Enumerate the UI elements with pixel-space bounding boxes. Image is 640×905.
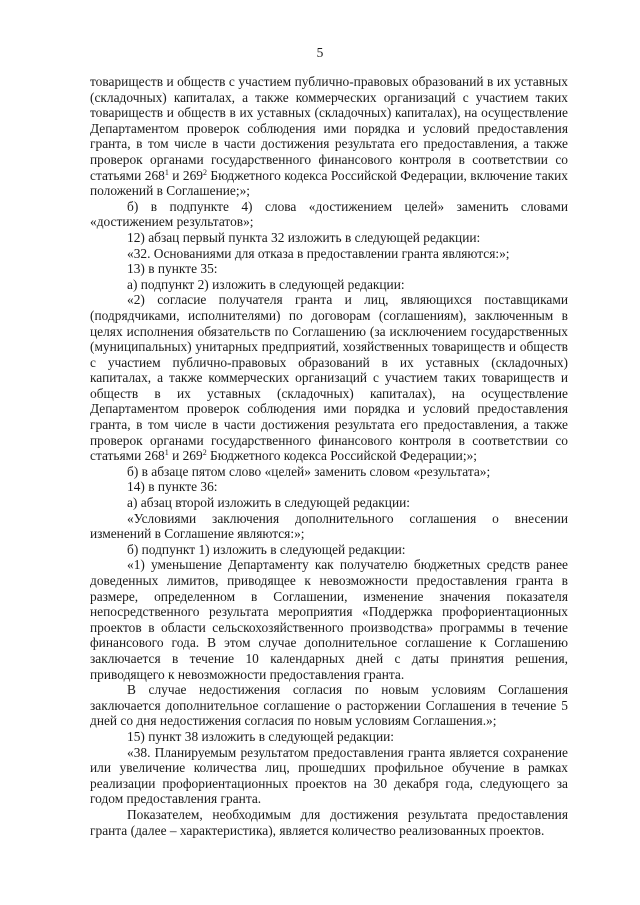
paragraph: «38. Планируемым результатом предоставления гранта является сохранение или увеличение количества лиц, прошедших профильное обучение в рамках реализации профориентационных проектов на 30 декабря года, следующего за годом предоставления гранта. (90, 744, 568, 807)
paragraph: б) подпункт 1) изложить в следующей редакции: (127, 541, 406, 557)
superscript: 2 (202, 167, 207, 177)
superscript: 1 (164, 167, 169, 177)
paragraph: Показателем, необходимым для достижения результата предоставления гранта (далее – характеристика), является количество реализованных проектов. (90, 806, 568, 838)
paragraph: «32. Основаниями для отказа в предоставлении гранта являются:»; (127, 245, 510, 261)
paragraph: товариществ и обществ с участием публично-правовых образований в их уставных (складочных) капиталах, а также коммерческих организаций с участием таких товариществ и обществ в их уставных (складочных) капиталах), на осуществление Департаментом проверок соблюдения ими порядка и условий предоставления гранта, в том числе в части достижения результата его предоставления, а также проверок органами государственного финансового контроля в соответствии со статьями $268^1$ и $269^2$ Бюджетного кодекса Российской Федерации, включение таких положений в Соглашение;»; (90, 74, 568, 199)
paragraph: «Условиями заключения дополнительного соглашения о внесении изменений в Соглашение являются:»; (90, 510, 568, 542)
paragraph: 13) в пункте 35: (127, 261, 218, 277)
paragraph: «1) уменьшение Департаменту как получателю бюджетных средств ранее доведенных лимитов, приводящее к невозможности предоставления гранта в размере, определенном в Соглашении, изменение значения показателя непосредственного результата мероприятия «Поддержка профориентационных проектов в области сельскохозяйственного производства» программы в течение финансового года. В этом случае дополнительное соглашение к Соглашению заключается в течение 10 календарных дней с даты принятия решения, приводящего к невозможности предоставления гранта. (90, 557, 568, 682)
paragraph: 15) пункт 38 изложить в следующей редакции: (127, 728, 395, 744)
superscript: 1 (164, 448, 169, 458)
paragraph: В случае недостижения согласия по новым условиям Соглашения заключается дополнительное соглашение о расторжении Соглашения в течение 5 дней со дня недостижения согласия по новым условиям Соглашения.»; (90, 682, 568, 729)
document-body (90, 74, 568, 838)
paragraph: б) в подпункте 4) слова «достижением целей» заменить словами «достижением результатов»; (90, 198, 568, 230)
paragraph: а) абзац второй изложить в следующей редакции: (127, 495, 411, 511)
paragraph: «2) согласие получателя гранта и лиц, являющихся поставщиками (подрядчиками, исполнителями) по договорам (соглашениям), заключенным в целях исполнения обязательств по Соглашению (за исключением государственных (муниципальных) унитарных предприятий, хозяйственных товариществ и обществ с участием публично-правовых образований в их уставных (складочных) капиталах, а также коммерческих организаций с участием таких товариществ и обществ в их уставных (складочных) капиталах), на осуществление Департаментом проверок соблюдения ими порядка и условий предоставления гранта, в том числе в части достижения результата его предоставления, а также проверок органами государственного финансового контроля в соответствии со статьями $268^1$ и $269^2$ Бюджетного кодекса Российской Федерации;»; (90, 292, 568, 464)
paragraph: 14) в пункте 36: (127, 479, 218, 495)
paragraph: б) в абзаце пятом слово «целей» заменить словом «результата»; (127, 463, 491, 479)
page-number: 5 (316, 45, 324, 60)
paragraph: а) подпункт 2) изложить в следующей редакции: (127, 276, 405, 292)
superscript: 2 (202, 448, 207, 458)
paragraph: 12) абзац первый пункта 32 изложить в следующей редакции: (127, 229, 481, 245)
